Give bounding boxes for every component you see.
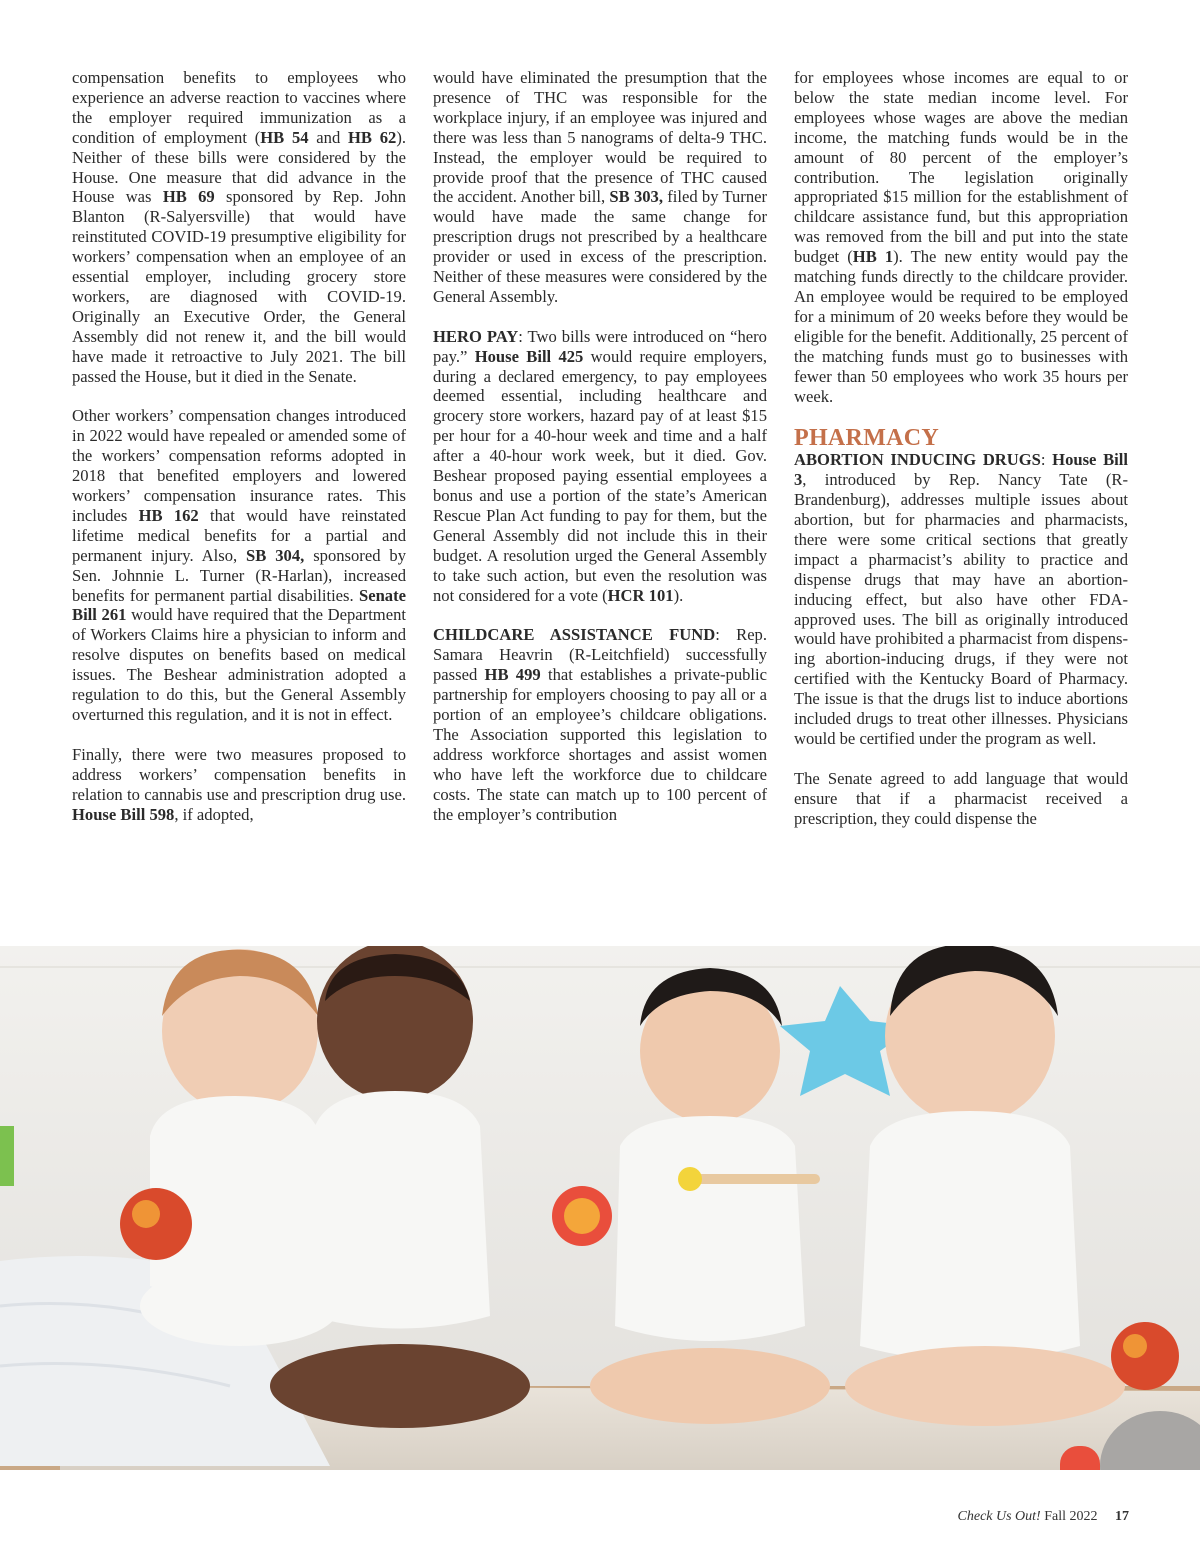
bold-text: Senate Bill 261 bbox=[72, 585, 406, 625]
text: , introduced by Rep. Nancy Tate (R-Brandenburg), addresses multiple issues about abortion, but for pharmacies and pharmacists, there were some critical sections that greatly impact a pharmacist’s ability to practice and dispense drugs that may have an abortion-inducing effect, but also have other FDA-approved uses. The bill as originally introduced would have prohibited a pharmacist from dispensing abortion-inducing drugs, if they were not certified with the Kentucky Board of Pharmacy. The issue is that the drugs list to induce abortions included drugs to treat other illnesses. Physicians would be certified under the program as well. bbox=[794, 470, 1128, 748]
text: for employees whose incomes are equal to or below the state median income level. For employees whose wages are above the median income, the matching funds would be in the amount of 80 percent of the employer’s contribution. The legislation originally appropriated $15 million for the establishment of childcare assistance fund, but this appropriation was removed from the bill and put into the state budget ( bbox=[794, 68, 1128, 267]
text: Other workers’ compensation changes introduced in 2022 would have repealed or amended some of the workers’ compensation reforms adopted in 2018 that benefited employers and lowered workers’ compensation insurance rates. This includes bbox=[72, 406, 406, 525]
text: , if adopted, bbox=[174, 804, 254, 824]
section-heading: PHARMACY bbox=[794, 425, 940, 452]
bold-text: House Bill 598 bbox=[72, 804, 175, 824]
paragraph bbox=[72, 68, 406, 387]
text: would have eliminated the presumption that the presence of THC was responsible for the workplace injury, if an employee was injured and there was less than 5 nanograms of delta-9 THC. Instead, the employer would be required to provide proof that the presence of THC caused the accident. Another bill, bbox=[433, 68, 767, 207]
text: compensation benefits to employees who experience an adverse reaction to vaccines where the employer required immunization as a condition of employment ( bbox=[72, 68, 406, 147]
paragraph bbox=[433, 625, 767, 824]
bold-text: House Bill 425 bbox=[474, 346, 584, 366]
bold-text: HERO PAY bbox=[433, 326, 519, 346]
bold-text: HCR 101 bbox=[607, 585, 674, 605]
text: : bbox=[1040, 450, 1053, 470]
bold-text: SB 304, bbox=[246, 545, 305, 565]
paragraph bbox=[72, 745, 406, 825]
page-footer bbox=[958, 1508, 1129, 1526]
paragraph bbox=[433, 327, 767, 606]
text: : Two bills were introduced on “hero pay.” bbox=[433, 326, 767, 366]
bold-text: ABORTION INDUCING DRUGS bbox=[794, 450, 1041, 470]
magazine-name: Check Us Out! bbox=[957, 1509, 1041, 1524]
paragraph bbox=[433, 68, 767, 307]
babies-illustration bbox=[0, 946, 1200, 1470]
text: : Rep. Samara Heavrin (R-Leitchfield) successfully passed bbox=[433, 625, 768, 685]
text: ). bbox=[673, 585, 684, 605]
text: filed by Turner would have made the same change for prescription drugs not prescribed by a healthcare provider or used in excess of the prescription. Neither of these measures were considered by the General Assembly. bbox=[433, 187, 768, 306]
text: Finally, there were two measures proposed to address workers’ compensation benefits in relation to cannabis use and prescription drug use. bbox=[72, 744, 406, 804]
bold-text: HB 1 bbox=[852, 247, 894, 267]
paragraph bbox=[794, 68, 1128, 406]
paragraph bbox=[72, 406, 406, 725]
bold-text: CHILDCARE ASSISTANCE FUND bbox=[433, 625, 716, 645]
text: that would have reinstated lifetime medical benefits for a partial and permanent injury. Also, bbox=[72, 505, 406, 565]
bold-text: HB 62 bbox=[348, 127, 397, 147]
bold-text: HB 162 bbox=[138, 505, 199, 525]
bold-text: SB 303, bbox=[609, 187, 664, 207]
block-toy bbox=[0, 1126, 14, 1186]
paragraph bbox=[794, 769, 1128, 829]
mallet-toy bbox=[690, 1174, 820, 1184]
apple-toy bbox=[120, 1188, 192, 1260]
text: ). The new entity would pay the matching funds directly to the childcare provider. An employee would be required to be employed for a minimum of 20 weeks before they would be eligible for the benefit. Additionally, 25 percent of the matching funds must go to businesses with fewer than 50 employees who work 35 hours per week. bbox=[794, 247, 1129, 406]
page-number: 17 bbox=[1115, 1509, 1129, 1524]
bold-text: HB 69 bbox=[162, 187, 215, 207]
bold-text: HB 54 bbox=[260, 127, 309, 147]
article-column-3 bbox=[794, 68, 1128, 829]
text: The Senate agreed to add language that would ensure that if a pharmacist received a prescription, they could dispense the bbox=[794, 768, 1128, 828]
article-column-1 bbox=[72, 68, 406, 824]
babies-photo bbox=[0, 946, 1200, 1470]
bold-text: House Bill 3 bbox=[794, 450, 1128, 490]
text: would require employers, during a declared emergency, to pay employees deemed essential, including healthcare and grocery store workers, hazard pay of at least $15 per hour for a 40-hour week and time and a half after a 40-hour work week, but it died. Gov. Beshear proposed paying essential employees a bonus and use a portion of the state’s American Rescue Plan Act funding to pay for them, but the General Assembly did not include this in their budget. A resolution urged the General Assembly to take such action, but even the resolution was not considered for a vote ( bbox=[433, 346, 768, 605]
article-column-2 bbox=[433, 68, 767, 824]
text: that establishes a private-public partnership for employers choosing to pay all or a portion of an employee’s childcare obligations. The Association supported this legislation to address workforce shortages and assist women who have left the workforce due to childcare costs. The state can match up to 100 percent of the employer’s contribution bbox=[433, 665, 768, 824]
issue-label: Fall 2022 bbox=[1044, 1509, 1098, 1524]
bold-text: HB 499 bbox=[484, 665, 541, 685]
text: sponsored by Sen. Johnnie L. Turner (R-Harlan), increased benefits for permanent partial disabilities. bbox=[72, 545, 406, 605]
text: ). Neither of these bills were considered by the House. One measure that did advance in the House was bbox=[72, 127, 407, 207]
paragraph bbox=[794, 450, 1128, 749]
text: would have required that the Department of Workers Claims hire a physician to inform and resolve disputes on benefits based on medical issues. The Beshear administration adopted a regulation to do this, but the General Assembly overturned this regulation, and it is not in effect. bbox=[72, 605, 406, 724]
text: sponsored by Rep. John Blanton (R-Salyersville) that would have reinstituted COVID-19 presumptive eligibility for workers’ compensation when an employee of an essential employer, including grocery store workers, are diagnosed with COVID-19. Originally an Executive Order, the General Assembly did not renew it, and the bill would have made it retroactive to July 2021. The bill passed the House, but it died in the Senate. bbox=[72, 187, 406, 386]
maraca-toy bbox=[1111, 1322, 1179, 1390]
text: and bbox=[308, 127, 348, 147]
